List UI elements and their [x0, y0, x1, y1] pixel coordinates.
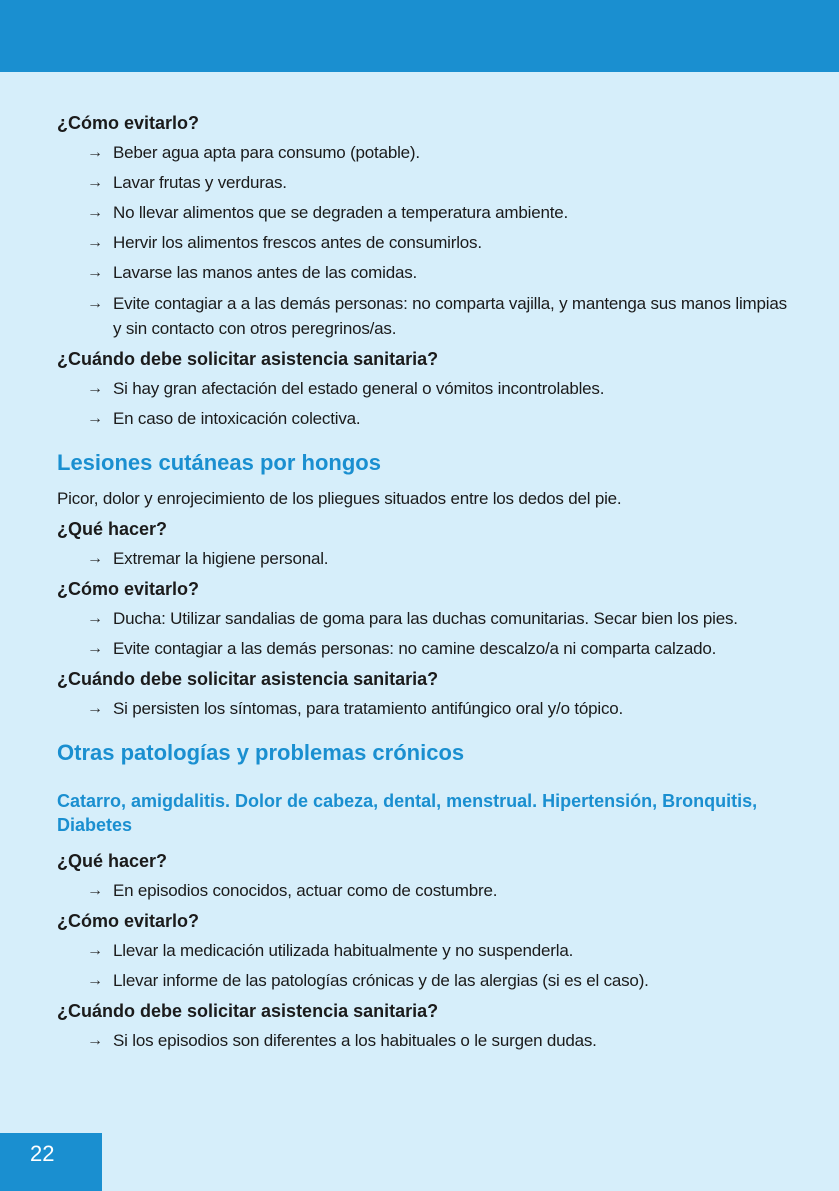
arrow-icon: → [87, 264, 103, 281]
arrow-icon: → [87, 972, 103, 989]
list-item: → Si los episodios son diferentes a los habituales o le surgen dudas. [57, 1029, 797, 1053]
list-item: → En episodios conocidos, actuar como de costumbre. [57, 879, 797, 903]
list-item: → Llevar informe de las patologías crónicas y de las alergias (si es el caso). [57, 969, 797, 993]
page-number-box [0, 1133, 102, 1191]
arrow-icon: → [87, 942, 103, 959]
list-item: → Si hay gran afectación del estado general o vómitos incontrolables. [57, 377, 797, 401]
arrow-icon: → [87, 380, 103, 397]
what-list [57, 879, 797, 903]
section-subtitle: Catarro, amigdalitis. Dolor de cabeza, dental, menstrual. Hipertensión, Bronquitis, Diabetes [57, 791, 758, 835]
list-item: → Evite contagiar a a las demás personas: no comparta vajilla, y mantenga sus manos limpias y sin contacto con otros peregrinos/as. [57, 291, 797, 341]
arrow-icon: → [87, 410, 103, 427]
arrow-icon: → [87, 144, 103, 161]
list-item: → Extremar la higiene personal. [57, 547, 797, 571]
avoid-list [57, 939, 797, 993]
when-list [57, 377, 797, 431]
arrow-icon: → [87, 700, 103, 717]
list-item: → Beber agua apta para consumo (potable). [57, 141, 797, 165]
arrow-icon: → [87, 640, 103, 657]
page-number: 22 [30, 1141, 55, 1166]
section-description: Picor, dolor y enrojecimiento de los pliegues situados entre los dedos del pie. [57, 489, 622, 508]
when-heading: ¿Cuándo debe solicitar asistencia sanitaria? [57, 1001, 439, 1021]
list-item: → Evite contagiar a las demás personas: no camine descalzo/a ni comparta calzado. [57, 637, 797, 661]
how-avoid-heading: ¿Cómo evitarlo? [57, 113, 200, 133]
list-item: → Ducha: Utilizar sandalias de goma para las duchas comunitarias. Secar bien los pies. [57, 607, 797, 631]
what-list [57, 547, 797, 571]
avoid-list [57, 141, 797, 341]
list-item: → Lavar frutas y verduras. [57, 171, 797, 195]
arrow-icon: → [87, 204, 103, 221]
page-content [57, 111, 797, 1059]
when-list [57, 697, 797, 721]
avoid-list [57, 607, 797, 661]
list-item: → Lavarse las manos antes de las comidas. [57, 261, 797, 285]
arrow-icon: → [87, 550, 103, 567]
arrow-icon: → [87, 1032, 103, 1049]
what-do-heading: ¿Qué hacer? [57, 851, 168, 871]
arrow-icon: → [87, 234, 103, 251]
arrow-icon: → [87, 174, 103, 191]
section-title: Lesiones cutáneas por hongos [57, 450, 381, 475]
arrow-icon: → [87, 295, 103, 312]
arrow-icon: → [87, 610, 103, 627]
arrow-icon: → [87, 882, 103, 899]
when-list [57, 1029, 797, 1053]
list-item: → No llevar alimentos que se degraden a temperatura ambiente. [57, 201, 797, 225]
how-avoid-heading: ¿Cómo evitarlo? [57, 579, 200, 599]
list-item: → Hervir los alimentos frescos antes de consumirlos. [57, 231, 797, 255]
list-item: → Llevar la medicación utilizada habitualmente y no suspenderla. [57, 939, 797, 963]
list-item: → Si persisten los síntomas, para tratamiento antifúngico oral y/o tópico. [57, 697, 797, 721]
when-heading: ¿Cuándo debe solicitar asistencia sanitaria? [57, 349, 439, 369]
header-band [0, 0, 839, 72]
when-heading: ¿Cuándo debe solicitar asistencia sanitaria? [57, 669, 439, 689]
how-avoid-heading: ¿Cómo evitarlo? [57, 911, 200, 931]
what-do-heading: ¿Qué hacer? [57, 519, 168, 539]
list-item: → En caso de intoxicación colectiva. [57, 407, 797, 431]
section-title: Otras patologías y problemas crónicos [57, 740, 465, 765]
